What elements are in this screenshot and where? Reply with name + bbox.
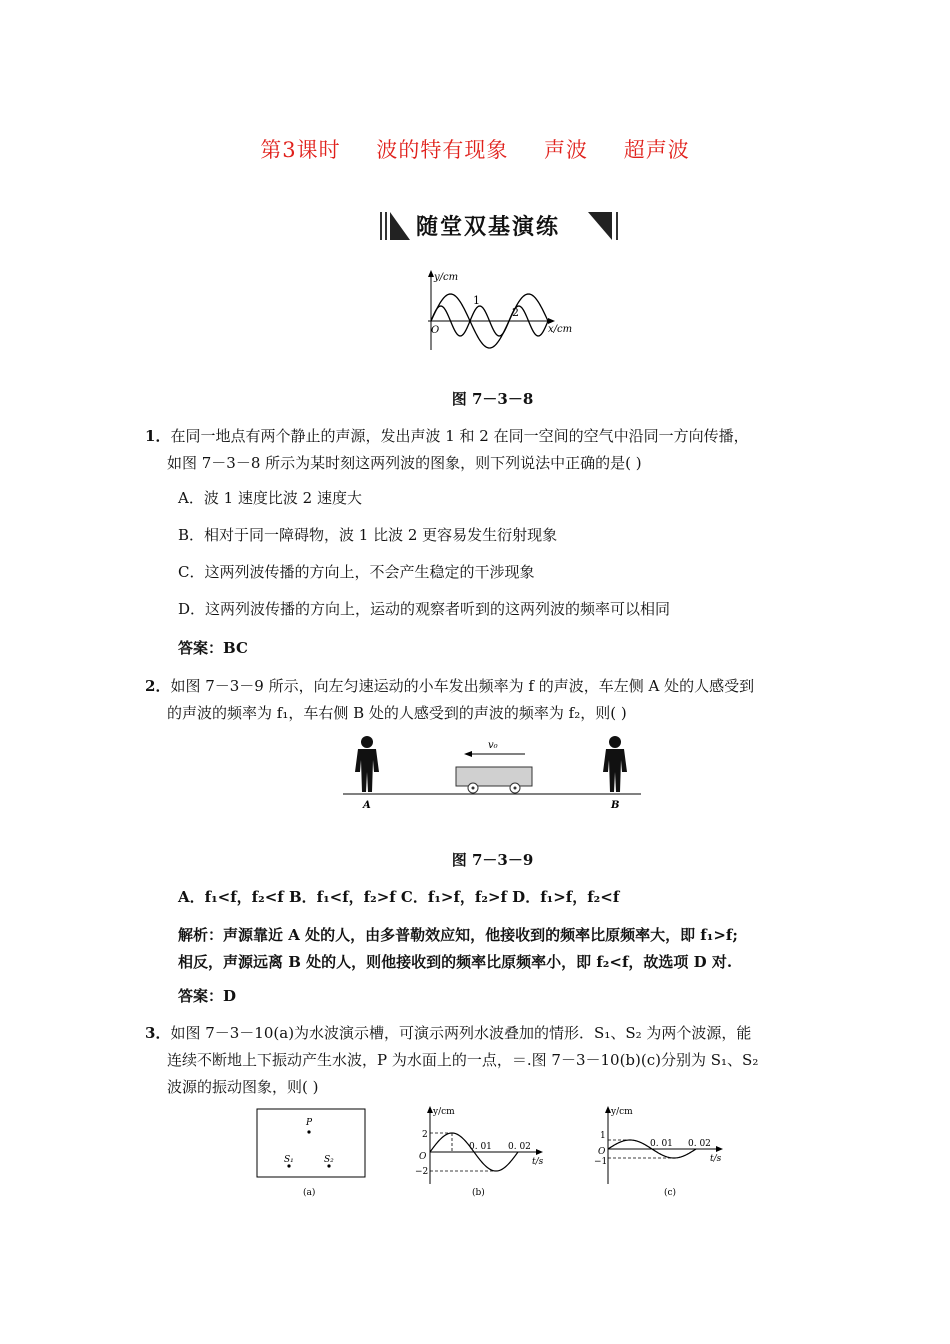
origin-label: O — [431, 325, 440, 336]
time-tick-2-c: 0. 02 — [688, 1139, 711, 1149]
origin-label-b: O — [419, 1152, 427, 1162]
banner-title: 随堂双基演练 — [416, 215, 561, 240]
figure-b-caption: (b) — [472, 1188, 485, 1198]
velocity-arrow-icon — [464, 751, 525, 757]
topic-3: 超声波 — [623, 138, 690, 162]
wave-2-label: 2 — [512, 306, 519, 319]
person-a-icon — [355, 736, 379, 792]
y-axis-label-c: y/cm — [611, 1107, 633, 1117]
question-2-line-2: 的声波的频率为 f₁，车右侧 B 处的人感受到的声波的频率为 f₂，则( ) — [167, 704, 627, 722]
source-s1-label: S₁ — [284, 1155, 294, 1165]
time-tick-1-b: 0. 01 — [469, 1142, 492, 1152]
section-banner — [380, 208, 620, 242]
person-b-icon — [603, 736, 627, 792]
figure-a-caption: (a) — [303, 1188, 316, 1198]
q1-option-b: B．相对于同一障碍物，波 1 比波 2 更容易发生衍射现象 — [178, 526, 558, 544]
question-1-line-1: 在同一地点有两个静止的声源，发出声波 1 和 2 在同一空间的空气中沿同一方向传播， — [170, 427, 749, 445]
wave-1-label: 1 — [473, 294, 480, 307]
q2-explanation-line-1: 解析：声源靠近 A 处的人，由多普勒效应知，他接收到的频率比原频率大，即 f₁>f; — [178, 926, 738, 944]
x-axis-label: x/cm — [548, 324, 573, 335]
question-3-line-1: 如图 7－3－10(a)为水波演示槽，可演示两列水波叠加的情形．S₁、S₂ 为两个波源，能 — [170, 1024, 752, 1042]
amplitude-negative-c: −1 — [594, 1157, 608, 1167]
question-3-number: 3 — [145, 1024, 156, 1042]
source-s2-label: S₂ — [324, 1155, 334, 1165]
amplitude-negative-b: −2 — [415, 1167, 429, 1177]
y-axis-label-b: y/cm — [433, 1107, 455, 1117]
page-title — [0, 134, 950, 164]
time-tick-1-c: 0. 01 — [650, 1139, 673, 1149]
topic-2: 声波 — [544, 138, 589, 162]
question-1: 1．在同一地点有两个静止的声源，发出声波 1 和 2 在同一空间的空气中沿同一方向传播， 如图 7－3－8 所示为某时刻这两列波的图象，则下列说法中正确的是( ) — [145, 427, 749, 472]
point-a-label: A — [363, 800, 371, 811]
topic-1: 波的特有现象 — [376, 138, 509, 162]
question-2-number: 2 — [145, 677, 156, 695]
cart-icon — [456, 767, 532, 793]
q1-option-a: A．波 1 速度比波 2 速度大 — [178, 489, 362, 507]
figure-7-3-10-a — [255, 1106, 370, 1200]
question-2-line-1: 如图 7－3－9 所示，向左匀速运动的小车发出频率为 f 的声波，车左侧 A 处的人感受到 — [170, 677, 755, 695]
origin-label-c: O — [598, 1147, 606, 1157]
figure-7-3-10-b — [400, 1102, 550, 1202]
amplitude-positive-b: 2 — [422, 1130, 428, 1140]
question-3: 3．如图 7－3－10(a)为水波演示槽，可演示两列水波叠加的情形．S₁、S₂ 为两个波源，能 连续不断地上下振动产生水波，P 为水面上的一点，＝.图 7－3－10(b)(c)分别为 S₁、S₂ 波源的振动图象，则( ) — [145, 1024, 759, 1096]
y-axis-label: y/cm — [434, 272, 459, 283]
question-3-line-3: 波源的振动图象，则( ) — [167, 1078, 319, 1096]
lesson-label: 第3课时 — [260, 138, 341, 162]
q2-options: A．f₁<f，f₂<f B．f₁<f，f₂>f C．f₁>f，f₂>f D．f₁>f，f₂<f — [178, 888, 620, 906]
question-1-number: 1 — [145, 427, 156, 445]
figure-7-3-8-caption: 图 7－3－8 — [451, 390, 534, 408]
q1-answer: 答案：BC — [178, 639, 248, 657]
point-b-label: B — [611, 800, 620, 811]
figure-c-caption: (c) — [664, 1188, 677, 1198]
q1-option-c: C．这两列波传播的方向上，不会产生稳定的干涉现象 — [178, 563, 535, 581]
q2-explanation — [178, 922, 808, 976]
q2-explanation-line-2: 相反，声源远离 B 处的人，则他接收到的频率比原频率小，即 f₂<f，故选项 D 对. — [178, 953, 733, 971]
figure-7-3-9-caption: 图 7－3－9 — [451, 851, 534, 869]
velocity-label: v₀ — [488, 740, 498, 751]
question-1-line-2: 如图 7－3－8 所示为某时刻这两列波的图象，则下列说法中正确的是( ) — [167, 454, 642, 472]
t-axis-label-c: t/s — [710, 1154, 722, 1164]
t-axis-label-b: t/s — [532, 1157, 544, 1167]
amplitude-positive-c: 1 — [600, 1131, 606, 1141]
figure-7-3-9 — [343, 732, 643, 814]
q1-option-d: D．这两列波传播的方向上，运动的观察者听到的这两列波的频率可以相同 — [178, 600, 671, 618]
point-p-label: P — [306, 1118, 313, 1128]
question-3-line-2: 连续不断地上下振动产生水波，P 为水面上的一点，＝.图 7－3－10(b)(c)分别为 S₁、S₂ — [167, 1051, 759, 1069]
figure-7-3-10-c — [590, 1102, 740, 1202]
time-tick-2-b: 0. 02 — [508, 1142, 531, 1152]
question-2: 2．如图 7－3－9 所示，向左匀速运动的小车发出频率为 f 的声波，车左侧 A 处的人感受到 的声波的频率为 f₁，车右侧 B 处的人感受到的声波的频率为 f₂，则( ) — [145, 677, 755, 722]
figure-7-3-8 — [420, 268, 585, 356]
q2-answer: 答案：D — [178, 987, 237, 1005]
